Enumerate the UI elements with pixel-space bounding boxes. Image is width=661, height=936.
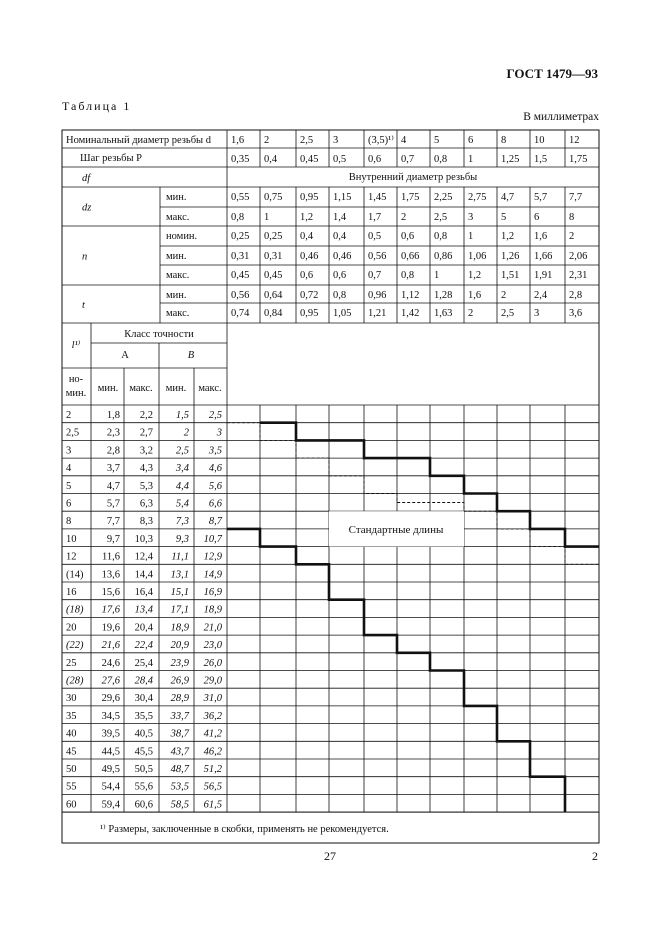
n-value: 1,26	[501, 251, 520, 262]
dz-value: 5	[501, 212, 507, 223]
dz-sublabel: макс.	[166, 212, 190, 223]
dz-value: 2	[401, 212, 407, 223]
t-sublabel: макс.	[166, 308, 190, 319]
t-value: 0,74	[231, 308, 250, 319]
accuracy-class-label: Класс точности	[124, 329, 194, 340]
pitch-value: 0,45	[300, 154, 319, 165]
length-nominal: 16	[66, 587, 77, 598]
dz-value: 6	[534, 212, 540, 223]
t-value: 0,64	[264, 290, 283, 301]
length-b-max: 12,9	[203, 551, 222, 563]
length-a-max: 14,4	[134, 569, 153, 581]
length-a-min: 34,5	[101, 710, 120, 722]
length-b-min: 9,3	[175, 533, 189, 545]
length-a-max: 5,3	[139, 480, 153, 492]
length-nominal: 6	[66, 498, 72, 510]
pitch-value: 0,5	[333, 154, 347, 165]
length-b-min: 2,5	[175, 445, 189, 457]
length-a-max: 45,5	[134, 746, 153, 758]
length-b-max: 10,7	[203, 533, 222, 545]
length-b-min: 23,9	[170, 657, 189, 669]
class-b-label: B	[187, 350, 195, 361]
n-value: 1,66	[534, 251, 553, 262]
length-nominal: 5	[66, 480, 72, 492]
n-value: 0,4	[300, 231, 314, 242]
length-a-max: 2,7	[139, 427, 153, 439]
length-nominal: 40	[66, 728, 77, 740]
dz-value: 0,55	[231, 192, 250, 203]
n-value: 0,45	[231, 270, 250, 281]
length-b-max: 31,0	[203, 693, 222, 705]
pitch-value: 1	[468, 154, 474, 165]
length-l-label: l¹⁾	[71, 340, 81, 351]
nominal-diameter-label: Номинальный диаметр резьбы d	[66, 135, 211, 146]
nominal-diameter-value: 4	[401, 135, 407, 146]
length-a-max: 4,3	[139, 463, 153, 475]
length-a-min: 15,6	[101, 587, 120, 598]
pitch-label: Шаг резьбы P	[80, 153, 143, 164]
n-value: 0,56	[368, 251, 387, 262]
n-value: 1,91	[534, 270, 553, 281]
pitch-value: 1,5	[534, 154, 548, 165]
length-b-max: 23,0	[203, 640, 222, 652]
dz-value: 1,75	[401, 192, 420, 203]
dz-value: 4,7	[501, 192, 515, 203]
n-label: n	[82, 251, 88, 263]
length-a-max: 22,4	[134, 640, 153, 652]
nominal-diameter-value: 10	[534, 135, 545, 146]
length-a-max: 13,4	[134, 604, 153, 616]
n-value: 1	[434, 270, 440, 281]
length-b-max: 26,0	[203, 657, 222, 669]
length-b-max: 5,6	[208, 480, 222, 492]
pitch-value: 0,6	[368, 154, 382, 165]
n-value: 1,6	[534, 231, 548, 242]
length-nominal: 20	[66, 622, 77, 634]
length-nominal: 3	[66, 445, 72, 457]
pitch-value: 0,8	[434, 154, 448, 165]
dz-value: 1	[264, 212, 270, 223]
n-value: 1,06	[468, 251, 487, 262]
t-value: 1,42	[401, 308, 420, 319]
length-b-min: 53,5	[170, 781, 189, 793]
length-a-max: 60,6	[134, 799, 153, 811]
dz-value: 2,75	[468, 192, 487, 203]
pitch-value: 0,7	[401, 154, 415, 165]
t-value: 0,95	[300, 308, 319, 319]
length-b-max: 14,9	[203, 569, 222, 581]
dz-value: 0,75	[264, 192, 283, 203]
length-a-max: 8,3	[139, 516, 153, 528]
dz-sublabel: мин.	[166, 192, 187, 203]
length-b-min: 15,1	[170, 587, 189, 598]
length-b-max: 51,2	[203, 764, 222, 775]
class-b-min-header: мин.	[165, 383, 187, 394]
dz-value: 1,7	[368, 212, 382, 223]
length-nominal: (22)	[66, 640, 84, 652]
t-value: 1,63	[434, 308, 453, 319]
length-nominal: 2,5	[66, 427, 80, 439]
length-b-max: 8,7	[208, 516, 222, 528]
length-b-max: 3,5	[208, 445, 222, 457]
page-number: 27	[324, 849, 336, 863]
length-b-max: 41,2	[203, 728, 222, 740]
n-value: 2,06	[569, 251, 588, 262]
length-a-min: 19,6	[101, 622, 120, 634]
n-value: 0,5	[368, 231, 382, 242]
class-a-min-header: мин.	[97, 383, 119, 394]
nominal-diameter-value: (3,5)¹⁾	[368, 135, 394, 146]
nominal-diameter-value: 8	[501, 135, 507, 146]
length-a-min: 9,7	[106, 533, 120, 545]
length-a-min: 7,7	[106, 516, 120, 528]
n-value: 0,25	[231, 231, 250, 242]
length-a-min: 39,5	[101, 728, 120, 740]
n-value: 0,46	[333, 251, 352, 262]
length-nominal: 2	[66, 410, 72, 421]
length-b-max: 6,6	[208, 498, 222, 510]
length-b-max: 56,5	[203, 781, 222, 793]
n-sublabel: номин.	[166, 231, 198, 242]
dz-value: 1,45	[368, 192, 387, 203]
length-a-max: 30,4	[134, 693, 153, 705]
t-value: 0,84	[264, 308, 283, 319]
n-value: 0,8	[401, 270, 415, 281]
internal-diameter-label: Внутренний диаметр резьбы	[348, 172, 478, 183]
t-value: 1,28	[434, 290, 453, 301]
pitch-value: 0,35	[231, 154, 250, 165]
standard-lengths-label: Стандартные длины	[348, 524, 444, 537]
nominal-diameter-value: 1,6	[231, 135, 245, 146]
length-a-max: 40,5	[134, 728, 153, 740]
length-a-min: 1,8	[106, 410, 120, 421]
t-value: 2	[468, 308, 474, 319]
length-a-max: 3,2	[139, 445, 153, 457]
standard-designation: ГОСТ 1479—93	[506, 66, 598, 81]
length-b-min: 26,9	[170, 675, 189, 687]
length-nominal: 10	[66, 533, 77, 545]
t-value: 1,6	[468, 290, 482, 301]
length-b-min: 13,1	[170, 569, 189, 581]
n-value: 0,4	[333, 231, 347, 242]
t-value: 2,4	[534, 290, 548, 301]
dz-value: 2,25	[434, 192, 453, 203]
n-value: 0,7	[368, 270, 382, 281]
length-a-min: 17,6	[101, 604, 120, 616]
dz-value: 1,2	[300, 212, 314, 223]
length-a-max: 12,4	[134, 551, 153, 563]
length-a-min: 5,7	[106, 498, 120, 510]
length-a-min: 24,6	[101, 657, 120, 669]
t-value: 1,05	[333, 308, 352, 319]
length-b-min: 38,7	[170, 728, 189, 740]
n-value: 2	[569, 231, 575, 242]
length-b-max: 2,5	[208, 410, 222, 421]
df-label: df	[82, 173, 91, 184]
length-b-min: 1,5	[175, 410, 189, 421]
n-sublabel: макс.	[166, 270, 190, 281]
n-value: 0,6	[300, 270, 314, 281]
length-a-max: 25,4	[134, 657, 153, 669]
table-caption: Таблица 1	[62, 99, 132, 113]
dz-value: 2,5	[434, 212, 448, 223]
n-value: 2,31	[569, 270, 588, 281]
length-nominal: 45	[66, 746, 77, 758]
nominal-diameter-value: 5	[434, 135, 440, 146]
length-a-min: 2,3	[106, 427, 120, 439]
pitch-value: 1,25	[501, 154, 520, 165]
length-a-min: 3,7	[106, 463, 120, 475]
length-a-min: 4,7	[106, 480, 120, 492]
length-b-min: 18,9	[170, 622, 189, 634]
length-nominal: 30	[66, 693, 77, 705]
length-nominal: (28)	[66, 675, 84, 687]
length-a-min: 49,5	[101, 764, 120, 775]
length-a-min: 29,6	[101, 693, 120, 705]
length-b-min: 33,7	[170, 710, 189, 722]
length-a-min: 13,6	[101, 569, 120, 581]
length-a-min: 2,8	[106, 445, 120, 457]
t-value: 1,12	[401, 290, 420, 301]
dz-value: 7,7	[569, 192, 583, 203]
nominal-sub-header: мин.	[65, 388, 87, 399]
dz-value: 0,95	[300, 192, 319, 203]
length-a-max: 55,6	[134, 781, 153, 793]
length-b-max: 46,2	[203, 746, 222, 758]
nominal-sub-header: но-	[68, 374, 84, 385]
length-a-max: 6,3	[139, 498, 153, 510]
length-b-max: 29,0	[203, 675, 222, 687]
length-a-min: 59,4	[101, 799, 120, 811]
n-value: 0,25	[264, 231, 283, 242]
nominal-diameter-value: 6	[468, 135, 474, 146]
length-b-min: 17,1	[170, 604, 189, 616]
length-b-max: 36,2	[203, 710, 222, 722]
dz-value: 8	[569, 212, 575, 223]
length-a-max: 20,4	[134, 622, 153, 634]
length-b-min: 5,4	[175, 498, 189, 510]
length-nominal: 50	[66, 764, 77, 775]
t-value: 0,56	[231, 290, 250, 301]
pitch-value: 0,4	[264, 154, 278, 165]
t-value: 2,5	[501, 308, 515, 319]
n-value: 0,45	[264, 270, 283, 281]
t-sublabel: мин.	[166, 290, 187, 301]
length-nominal: 55	[66, 781, 77, 793]
length-nominal: (18)	[66, 604, 84, 616]
t-value: 2,8	[569, 290, 583, 301]
dz-value: 3	[468, 212, 474, 223]
nominal-diameter-value: 2,5	[300, 135, 314, 146]
n-sublabel: мин.	[166, 251, 187, 262]
length-a-max: 16,4	[134, 587, 153, 598]
dz-value: 1,4	[333, 212, 347, 223]
t-label: t	[82, 300, 85, 311]
length-b-min: 7,3	[175, 516, 189, 528]
length-b-min: 43,7	[170, 746, 189, 758]
nominal-diameter-value: 2	[264, 135, 270, 146]
length-a-min: 27,6	[101, 675, 120, 687]
nominal-diameter-value: 3	[333, 135, 339, 146]
n-value: 1,2	[468, 270, 482, 281]
dz-value: 1,15	[333, 192, 352, 203]
t-value: 1,21	[368, 308, 387, 319]
length-nominal: 12	[66, 551, 77, 563]
length-b-min: 28,9	[170, 693, 189, 705]
length-a-min: 44,5	[101, 746, 120, 758]
length-b-min: 58,5	[170, 799, 189, 811]
t-value: 3,6	[569, 308, 583, 319]
length-b-min: 3,4	[175, 463, 189, 475]
t-value: 0,96	[368, 290, 387, 301]
t-value: 0,72	[300, 290, 319, 301]
t-value: 3	[534, 308, 540, 319]
length-nominal: (14)	[66, 569, 84, 581]
length-nominal: 35	[66, 710, 77, 722]
class-a-max-header: макс.	[129, 383, 153, 394]
length-a-max: 28,4	[134, 675, 153, 687]
length-a-max: 35,5	[134, 710, 153, 722]
sheet-number: 2	[592, 849, 598, 863]
n-value: 0,6	[401, 231, 415, 242]
length-b-min: 48,7	[170, 764, 189, 775]
class-b-max-header: макс.	[198, 383, 222, 394]
length-a-min: 11,6	[102, 551, 120, 563]
length-b-min: 20,9	[170, 640, 189, 652]
length-a-max: 2,2	[139, 410, 153, 421]
n-value: 0,31	[264, 251, 283, 262]
n-value: 0,66	[401, 251, 420, 262]
n-value: 1,51	[501, 270, 520, 281]
n-value: 0,46	[300, 251, 319, 262]
nominal-diameter-value: 12	[569, 135, 580, 146]
n-value: 0,8	[434, 231, 448, 242]
n-value: 1	[468, 231, 474, 242]
n-value: 0,31	[231, 251, 250, 262]
length-nominal: 8	[66, 516, 72, 528]
t-value: 2	[501, 290, 507, 301]
length-nominal: 60	[66, 799, 77, 811]
length-b-max: 16,9	[203, 587, 222, 598]
length-b-min: 2	[183, 427, 189, 439]
length-nominal: 4	[66, 463, 72, 475]
n-value: 1,2	[501, 231, 515, 242]
class-a-label: A	[121, 350, 129, 361]
length-b-max: 61,5	[203, 799, 222, 811]
length-b-max: 18,9	[203, 604, 222, 616]
dz-value: 5,7	[534, 192, 548, 203]
table-footnote: ¹⁾ Размеры, заключенные в скобки, применять не рекомендуется.	[100, 824, 389, 836]
pitch-value: 1,75	[569, 154, 588, 165]
length-b-max: 4,6	[208, 463, 222, 475]
length-nominal: 25	[66, 657, 77, 669]
length-a-max: 50,5	[134, 764, 153, 775]
t-value: 0,8	[333, 290, 347, 301]
length-b-max: 3	[216, 427, 222, 439]
length-a-max: 10,3	[134, 533, 153, 545]
dz-value: 0,8	[231, 212, 245, 223]
length-a-min: 54,4	[101, 781, 120, 793]
n-value: 0,6	[333, 270, 347, 281]
length-b-min: 4,4	[175, 480, 189, 492]
dz-label: dz	[82, 202, 92, 214]
length-a-min: 21,6	[101, 640, 120, 652]
n-value: 0,86	[434, 251, 453, 262]
units-note: В миллиметрах	[523, 111, 599, 123]
length-b-min: 11,1	[171, 551, 189, 563]
length-b-max: 21,0	[203, 622, 222, 634]
